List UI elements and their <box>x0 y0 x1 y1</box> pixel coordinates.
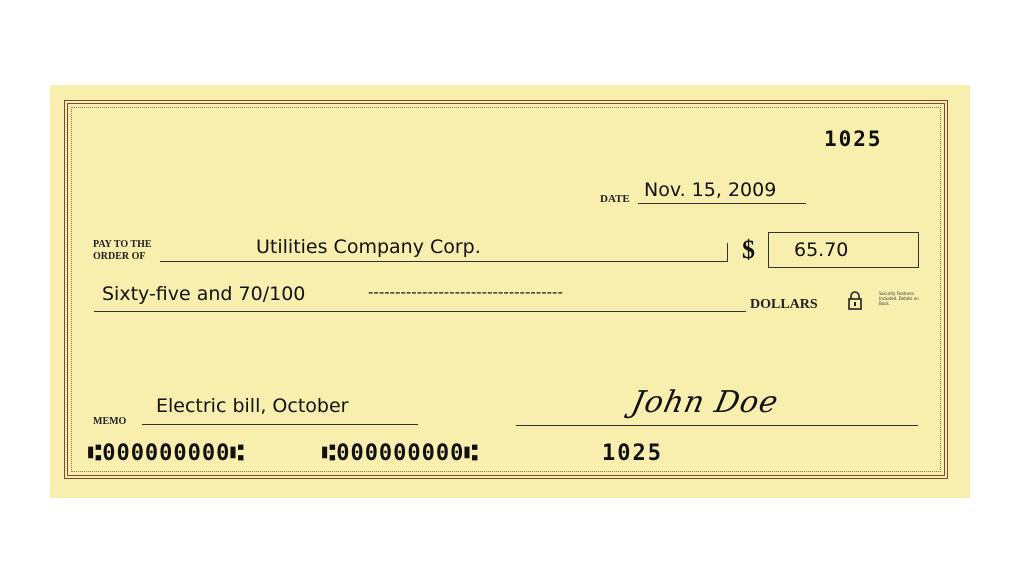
payee-line <box>160 261 728 262</box>
lock-icon <box>847 290 863 314</box>
micr-check-number: 1025 <box>602 441 663 466</box>
amount-words: Sixty-five and 70/100 <box>102 283 306 305</box>
date-line <box>638 203 806 204</box>
check-number: 1025 <box>824 127 883 151</box>
micr-account-number: ⑆000000000⑆ <box>322 441 479 466</box>
security-note: Security Features Included. Details on Back. <box>879 291 919 306</box>
payee-line-end <box>727 243 728 261</box>
date-value: Nov. 15, 2009 <box>644 179 777 201</box>
pay-to-label <box>93 239 152 263</box>
date-label: DATE <box>600 193 630 205</box>
memo-line <box>142 424 418 425</box>
memo-value: Electric bill, October <box>156 395 349 417</box>
signature: John Doe <box>628 385 782 420</box>
dollar-sign: $ <box>742 235 755 264</box>
pay-to-label-line2: ORDER OF <box>93 251 146 262</box>
amount-fill-dashes: ------------------------------------ <box>368 283 563 301</box>
payee-value: Utilities Company Corp. <box>256 236 481 258</box>
bank-check <box>50 85 970 498</box>
dollars-label: DOLLARS <box>750 297 818 312</box>
micr-routing-number: ⑆000000000⑆ <box>88 441 245 466</box>
amount-words-line <box>94 311 746 312</box>
memo-label: MEMO <box>93 416 127 427</box>
pay-to-label-line1: PAY TO THE <box>93 239 152 250</box>
signature-line <box>516 425 918 426</box>
amount-value: 65.70 <box>794 239 849 261</box>
